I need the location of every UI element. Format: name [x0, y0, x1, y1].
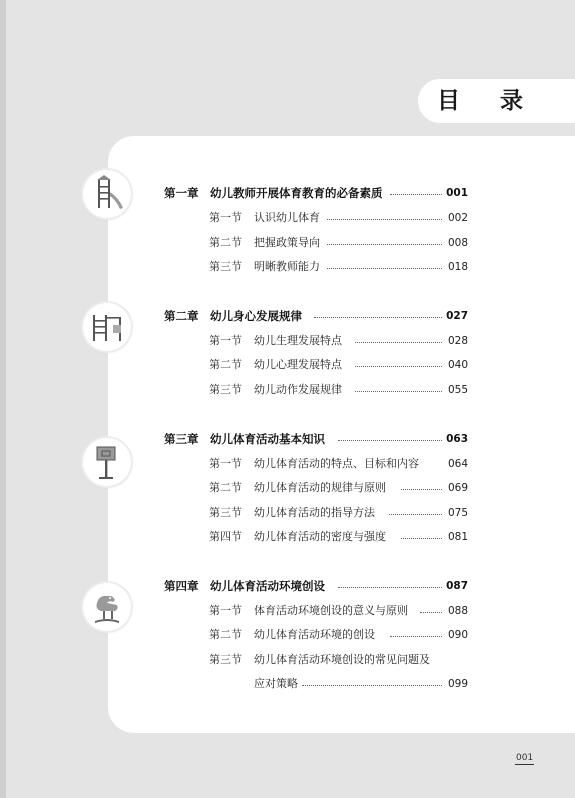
section-number: 第三节: [209, 383, 242, 396]
chapter-entry[interactable]: [164, 431, 468, 447]
page-ref: 075: [447, 507, 468, 519]
chapter-number: 第二章: [164, 309, 199, 323]
chapter-entry[interactable]: [164, 308, 468, 324]
page-ref: 088: [447, 605, 468, 617]
section-entry-continued[interactable]: [254, 676, 468, 692]
section-number: 第三节: [209, 260, 242, 273]
page-ref: 063: [446, 433, 468, 445]
page-ref: 090: [447, 629, 468, 641]
slide-icon: [83, 170, 131, 218]
dot-leader: [401, 538, 442, 539]
section-entry[interactable]: [209, 652, 468, 668]
section-number: 第一节: [209, 334, 242, 347]
dot-leader: [420, 612, 442, 613]
section-entry[interactable]: [209, 259, 468, 275]
section-entry[interactable]: [209, 382, 468, 398]
chapter-number: 第三章: [164, 432, 199, 446]
climbing-frame-icon: [83, 303, 131, 351]
chapter-title: 幼儿体育活动基本知识: [210, 432, 325, 446]
section-entry[interactable]: [209, 357, 468, 373]
dot-leader: [390, 194, 442, 195]
page-ref: 040: [447, 359, 468, 371]
section-title: 明晰教师能力: [254, 260, 320, 273]
page-ref: 081: [447, 531, 468, 543]
section-number: 第二节: [209, 481, 242, 494]
chapter-number: 第四章: [164, 579, 199, 593]
section-title: 把握政策导向: [254, 236, 320, 249]
page-ref: 002: [447, 212, 468, 224]
dot-leader: [327, 268, 442, 269]
chapter-entry[interactable]: [164, 578, 468, 594]
dot-leader: [389, 514, 442, 515]
section-title: 幼儿动作发展规律: [254, 383, 342, 396]
dot-leader: [401, 489, 442, 490]
section-entry[interactable]: [209, 529, 468, 545]
dot-leader: [338, 587, 442, 588]
section-title: 认识幼儿体育: [254, 211, 320, 224]
section-entry[interactable]: [209, 456, 468, 472]
section-title: 幼儿心理发展特点: [254, 358, 342, 371]
section-title: 幼儿体育活动环境创设的常见问题及: [254, 653, 430, 666]
dot-leader: [327, 219, 442, 220]
chapter-number: 第一章: [164, 186, 199, 200]
page-title: 目 录: [437, 88, 540, 114]
page-ref: 055: [447, 384, 468, 396]
section-title-continued: 应对策略: [254, 677, 298, 690]
section-number: 第一节: [209, 211, 242, 224]
page-ref: 008: [447, 237, 468, 249]
section-number: 第四节: [209, 530, 242, 543]
section-title: 体育活动环境创设的意义与原则: [254, 604, 408, 617]
rocking-horse-icon: [83, 583, 131, 631]
dot-leader: [314, 317, 442, 318]
section-number: 第二节: [209, 236, 242, 249]
page-ref: 064: [447, 458, 468, 470]
section-entry[interactable]: [209, 627, 468, 643]
section-title: 幼儿体育活动的规律与原则: [254, 481, 386, 494]
dot-leader: [302, 685, 442, 686]
page-ref: 099: [447, 678, 468, 690]
chapter-title: 幼儿体育活动环境创设: [210, 579, 325, 593]
dot-leader: [355, 366, 442, 367]
section-number: 第二节: [209, 358, 242, 371]
section-entry[interactable]: [209, 505, 468, 521]
dot-leader: [338, 440, 442, 441]
chapter-title: 幼儿教师开展体育教育的必备素质: [210, 186, 383, 200]
section-number: 第二节: [209, 628, 242, 641]
section-number: 第一节: [209, 457, 242, 470]
page-ref: 028: [447, 335, 468, 347]
section-entry[interactable]: [209, 235, 468, 251]
section-title: 幼儿生理发展特点: [254, 334, 342, 347]
section-title: 幼儿体育活动的密度与强度: [254, 530, 386, 543]
dot-leader: [355, 391, 442, 392]
chapter-entry[interactable]: [164, 185, 468, 201]
section-number: 第三节: [209, 653, 242, 666]
chapter-title: 幼儿身心发展规律: [210, 309, 302, 323]
basketball-hoop-icon: [83, 438, 131, 486]
page-ref: 001: [446, 187, 468, 199]
section-entry[interactable]: [209, 210, 468, 226]
section-title: 幼儿体育活动环境的创设: [254, 628, 375, 641]
dot-leader: [390, 636, 442, 637]
page-edge: [0, 0, 6, 798]
page-ref: 027: [446, 310, 468, 322]
section-title: 幼儿体育活动的指导方法: [254, 506, 375, 519]
section-entry[interactable]: [209, 603, 468, 619]
section-entry[interactable]: [209, 333, 468, 349]
page-ref: 069: [447, 482, 468, 494]
section-number: 第三节: [209, 506, 242, 519]
section-entry[interactable]: [209, 480, 468, 496]
section-number: 第一节: [209, 604, 242, 617]
dot-leader: [327, 244, 442, 245]
section-title: 幼儿体育活动的特点、目标和内容: [254, 457, 419, 470]
page-number: 001: [516, 753, 534, 763]
page-ref: 018: [447, 261, 468, 273]
dot-leader: [355, 342, 442, 343]
page-ref: 087: [446, 580, 468, 592]
